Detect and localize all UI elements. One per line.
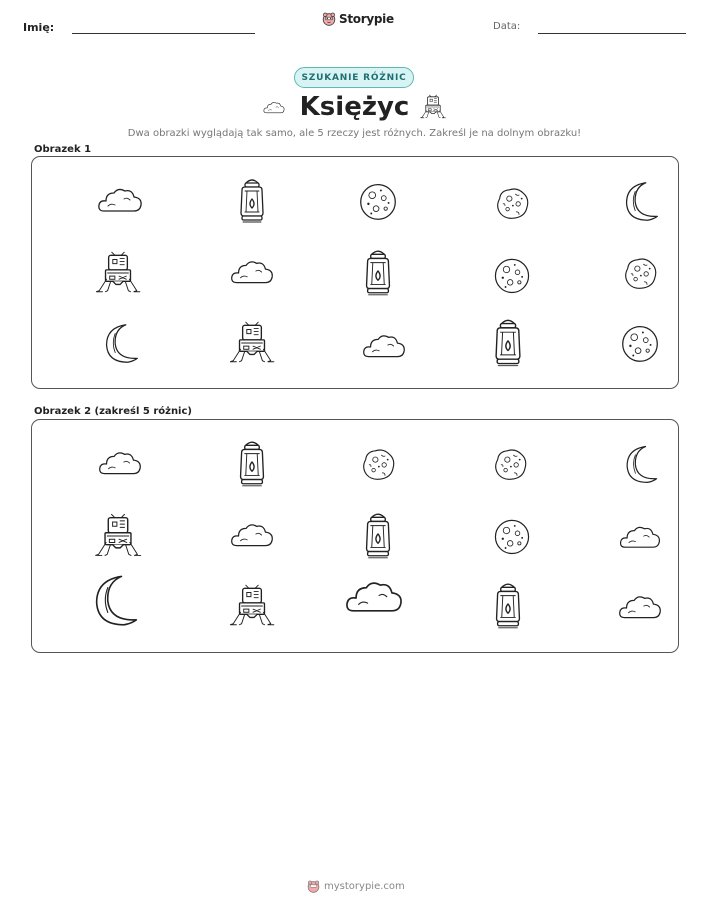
- picture1-lantern-icon: [227, 176, 277, 230]
- picture1-asteroid-icon: [490, 181, 534, 229]
- picture2-lantern-icon[interactable]: [352, 510, 404, 566]
- picture2-moon-icon[interactable]: [489, 513, 535, 563]
- footer-url[interactable]: mystorypie.com: [324, 881, 405, 892]
- date-line[interactable]: [538, 33, 686, 34]
- picture2-cloud-icon[interactable]: [228, 512, 276, 564]
- picture1-lunar-lander-icon: [92, 247, 144, 303]
- name-line[interactable]: [72, 33, 255, 34]
- picture1-lantern-icon: [352, 247, 404, 303]
- picture1-asteroid-icon: [618, 251, 662, 299]
- picture2-crescent-icon[interactable]: [617, 441, 663, 491]
- picture2-cloud-icon[interactable]: [616, 584, 664, 636]
- picture2-label: Obrazek 2 (zakreśl 5 różnic): [34, 406, 192, 417]
- picture1-cloud-icon: [95, 176, 145, 230]
- picture1-lunar-lander-icon: [226, 317, 278, 373]
- picture2-cloud-icon[interactable]: [617, 515, 663, 565]
- footer: [307, 880, 405, 893]
- instructions-text: Dwa obrazki wyglądają tak samo, ale 5 rzeczy jest różnych. Zakreśl je na dolnym obrazku!: [127, 128, 582, 139]
- picture2-cloud-icon[interactable]: [96, 440, 144, 492]
- picture2-asteroid-icon[interactable]: [356, 442, 400, 490]
- picture2-lunar-lander-icon[interactable]: [91, 509, 145, 567]
- date-label: Data:: [493, 21, 521, 32]
- picture1-moon-icon: [616, 319, 664, 371]
- brand-name: Storypie: [339, 12, 394, 26]
- title-cloud-icon: [262, 96, 286, 124]
- picture2-crescent-icon[interactable]: [83, 569, 145, 635]
- picture1-crescent-icon: [616, 177, 664, 229]
- picture2-lantern-icon[interactable]: [226, 438, 278, 494]
- picture2-lantern-icon[interactable]: [482, 580, 534, 636]
- picture2-cloud-icon[interactable]: [342, 566, 406, 634]
- picture1-lantern-icon: [481, 316, 535, 374]
- picture1-panel: [31, 156, 679, 389]
- brand-logo: [322, 12, 394, 26]
- name-label: Imię:: [23, 21, 55, 34]
- page-title: Księżyc: [299, 92, 410, 122]
- storypie-footer-icon: [307, 880, 320, 893]
- activity-badge: SZUKANIE RÓŻNIC: [294, 67, 414, 88]
- storypie-mascot-icon: [322, 12, 336, 26]
- picture1-crescent-icon: [96, 319, 144, 371]
- picture1-cloud-icon: [228, 249, 276, 301]
- picture1-moon-icon: [489, 252, 535, 302]
- picture1-moon-icon: [354, 177, 402, 229]
- picture1-label: Obrazek 1: [34, 144, 92, 155]
- picture2-panel[interactable]: [31, 419, 679, 653]
- picture1-cloud-icon: [360, 323, 408, 375]
- picture2-asteroid-icon[interactable]: [488, 442, 532, 490]
- picture2-lunar-lander-icon[interactable]: [226, 580, 278, 636]
- title-lunar-lander-icon: [418, 92, 448, 126]
